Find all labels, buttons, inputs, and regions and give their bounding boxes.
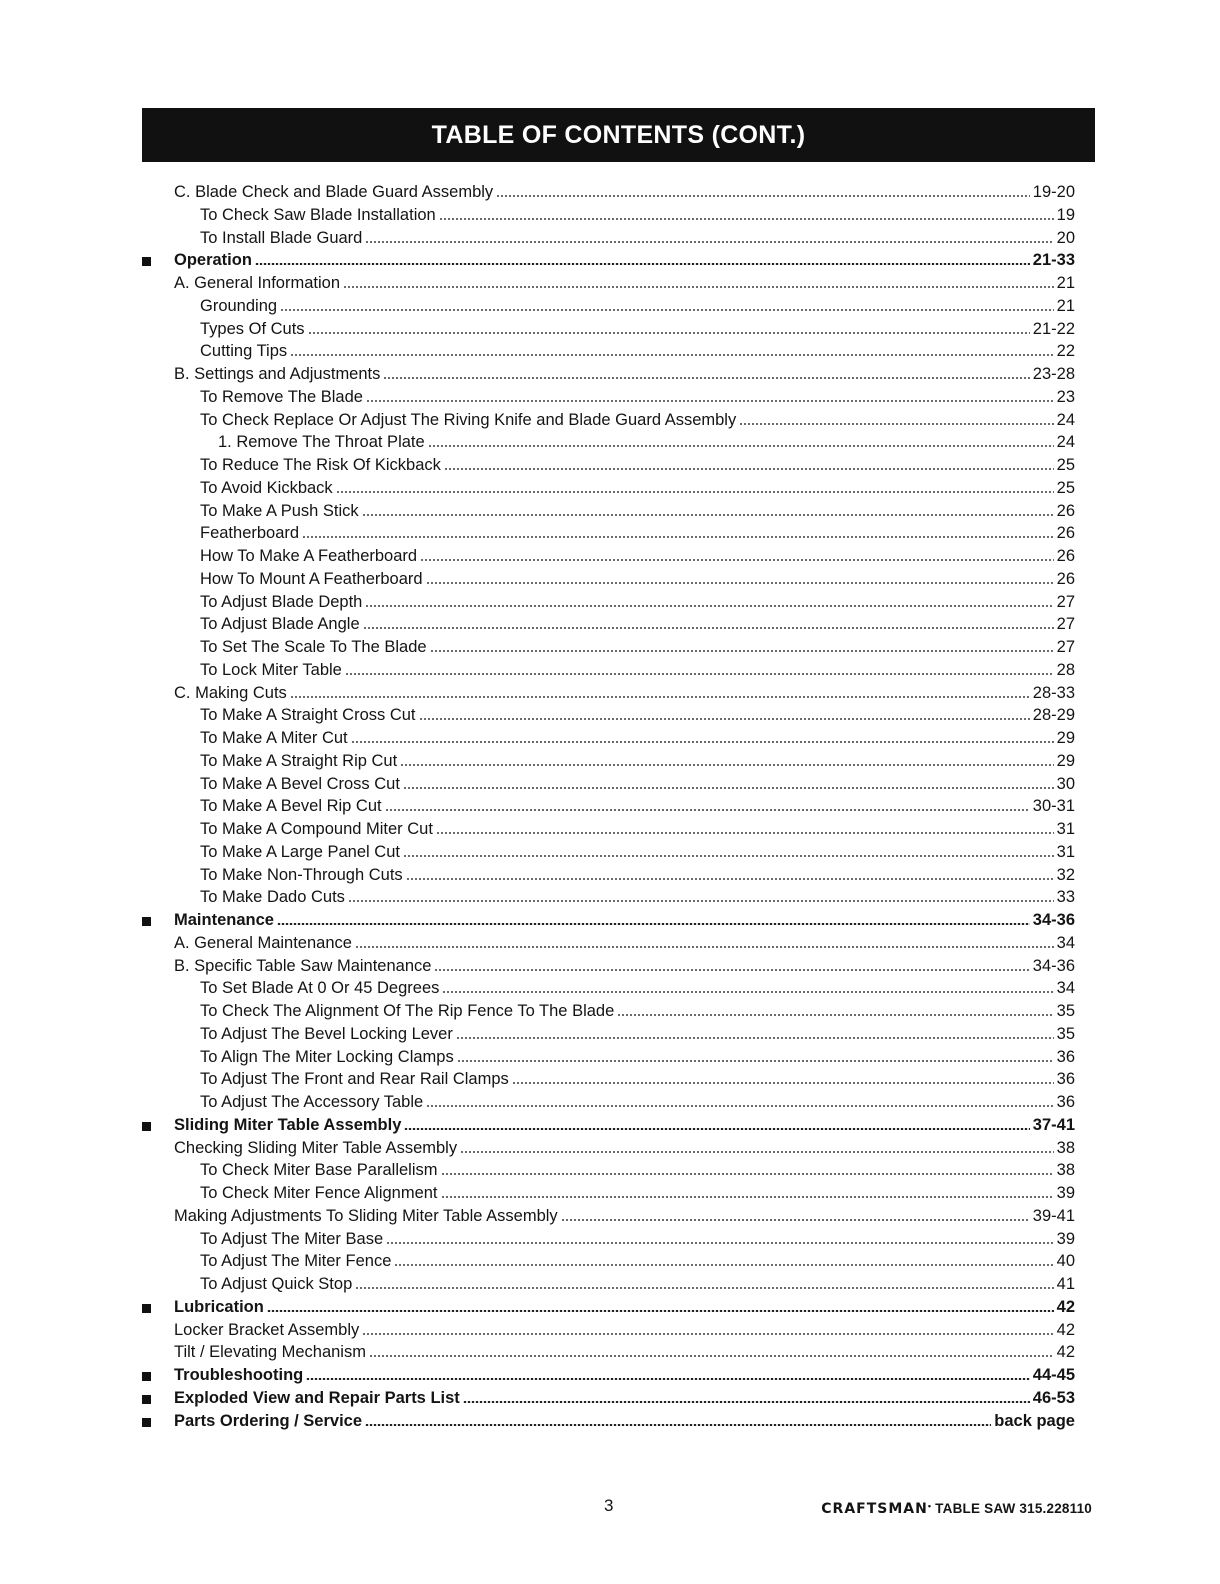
dot-leader	[463, 1401, 1030, 1403]
dot-leader	[355, 1287, 1053, 1289]
toc-entry-page: 28	[1056, 660, 1075, 679]
dot-leader	[308, 332, 1030, 334]
toc-entry-page: 33	[1056, 888, 1075, 907]
toc-entry-page: 27	[1056, 638, 1075, 656]
dot-leader	[426, 582, 1054, 584]
toc-entry-label: C. Making Cuts	[174, 683, 287, 702]
toc-entry-label: B. Settings and Adjustments	[174, 365, 381, 383]
toc-entry-page: 21-33	[1032, 251, 1075, 270]
toc-entry	[174, 248, 1075, 270]
toc-entry	[174, 1113, 1075, 1135]
toc-entry-label: To Make A Straight Rip Cut	[200, 751, 398, 770]
dot-leader	[383, 377, 1029, 379]
toc-entry-page: 42	[1056, 1320, 1075, 1339]
toc-entry-page: 42	[1056, 1297, 1075, 1316]
toc-entry-label: To Make A Compound Miter Cut	[200, 820, 433, 838]
dot-leader	[441, 1173, 1054, 1175]
toc-entry-page: 34-36	[1032, 911, 1075, 929]
toc-entry	[200, 976, 1075, 998]
toc-entry-page: 26	[1056, 547, 1075, 565]
toc-entry-label: To Set Blade At 0 Or 45 Degrees	[200, 979, 440, 998]
toc-entry	[200, 635, 1075, 657]
toc-entry-label: To Avoid Kickback	[200, 478, 333, 497]
dot-leader	[369, 1355, 1054, 1357]
page-number: 3	[604, 1496, 614, 1515]
dot-leader	[406, 878, 1054, 880]
toc-entry	[174, 1363, 1075, 1385]
dot-leader	[434, 969, 1029, 971]
dot-leader	[441, 1196, 1054, 1198]
square-bullet-icon	[142, 917, 151, 926]
dot-leader	[460, 1151, 1054, 1153]
dot-leader	[419, 718, 1030, 720]
toc-entry-page: 28-33	[1032, 683, 1075, 702]
toc-entry-page: 30	[1056, 774, 1075, 793]
toc-entry-label: To Adjust The Miter Base	[200, 1229, 384, 1248]
toc-entry	[200, 612, 1075, 634]
toc-entry-label: To Make A Miter Cut	[200, 729, 348, 747]
toc-entry-page: 21	[1056, 274, 1075, 292]
toc-entry-page: 23	[1056, 387, 1075, 406]
dot-leader	[385, 809, 1030, 811]
toc-entry-page: 26	[1056, 569, 1075, 588]
toc-entry-label: To Check Miter Base Parallelism	[200, 1161, 438, 1180]
toc-entry-page: 39	[1056, 1229, 1075, 1248]
toc-entry	[174, 271, 1075, 293]
toc-entry	[200, 499, 1075, 521]
dot-leader	[302, 536, 1054, 538]
toc-entry	[200, 226, 1075, 248]
dot-leader	[277, 923, 1030, 925]
toc-entry-page: 21	[1056, 296, 1075, 315]
dot-leader	[512, 1082, 1054, 1084]
toc-entry-page: 41	[1056, 1275, 1075, 1293]
toc-entry-page: 27	[1056, 615, 1075, 634]
toc-entry-label: Tilt / Elevating Mechanism	[174, 1343, 366, 1362]
toc-entry-label: C. Blade Check and Blade Guard Assembly	[174, 183, 494, 201]
dot-leader	[345, 673, 1054, 675]
toc-entry-page: 25	[1056, 456, 1075, 474]
toc-entry-page: 36	[1056, 1047, 1075, 1066]
toc-entry-page: 31	[1056, 820, 1075, 838]
dot-leader	[343, 286, 1054, 288]
dot-leader	[436, 832, 1054, 834]
toc-entry-label: To Make A Large Panel Cut	[200, 842, 400, 861]
toc-entry-page: 27	[1056, 592, 1075, 611]
square-bullet-icon	[142, 1395, 151, 1404]
dot-leader	[739, 423, 1053, 425]
toc-entry-page: 38	[1056, 1138, 1075, 1157]
toc-entry-page: 26	[1056, 501, 1075, 520]
toc-entry	[200, 1181, 1075, 1203]
toc-entry	[174, 1204, 1075, 1226]
dot-leader	[362, 1333, 1053, 1335]
toc-entry	[200, 408, 1075, 430]
footer-brand-line: CRAFTSMAN• TABLE SAW 315.228110	[821, 1501, 1092, 1517]
toc-entry	[200, 567, 1075, 589]
dot-leader	[457, 1060, 1054, 1062]
toc-entry-label: To Adjust Quick Stop	[200, 1275, 353, 1293]
dot-leader	[365, 1424, 991, 1426]
toc-entry	[200, 863, 1075, 885]
dot-leader	[355, 946, 1054, 948]
toc-entry	[200, 544, 1075, 566]
toc-entry-page: 39-41	[1032, 1206, 1075, 1225]
toc-entry-label: How To Mount A Featherboard	[200, 569, 423, 588]
toc-entry	[200, 1090, 1075, 1112]
toc-entry	[174, 931, 1075, 953]
square-bullet-icon	[142, 1372, 151, 1381]
dot-leader	[420, 559, 1054, 561]
toc-entry-label: To Install Blade Guard	[200, 228, 363, 247]
toc-entry	[200, 453, 1075, 475]
toc-entry-page: 29	[1056, 729, 1075, 747]
toc-entry-label: To Check Saw Blade Installation	[200, 205, 436, 224]
toc-entry-page: 19-20	[1032, 183, 1075, 201]
dot-leader	[290, 696, 1030, 698]
dot-leader	[496, 195, 1030, 197]
square-bullet-icon	[142, 257, 151, 266]
toc-entry	[200, 521, 1075, 543]
product-name: TABLE SAW 315.228110	[935, 1501, 1092, 1516]
dot-leader	[351, 741, 1054, 743]
toc-entry-label: Exploded View and Repair Parts List	[174, 1388, 460, 1407]
dot-leader	[426, 1105, 1053, 1107]
toc-entry-page: 39	[1056, 1184, 1075, 1202]
toc-entry-page: 38	[1056, 1161, 1075, 1180]
dot-leader	[290, 354, 1054, 356]
toc-entry-label: Types Of Cuts	[200, 319, 305, 338]
toc-entry-label: Featherboard	[200, 524, 300, 543]
toc-entry	[174, 1409, 1075, 1431]
toc-entry-label: To Adjust Blade Depth	[200, 592, 363, 611]
toc-entry-page: 24	[1056, 410, 1075, 429]
toc-entry-label: A. General Maintenance	[174, 933, 352, 952]
toc-entry	[200, 658, 1075, 680]
toc-entry	[200, 794, 1075, 816]
dot-leader	[280, 309, 1054, 311]
toc-entry	[174, 908, 1075, 930]
toc-entry	[200, 817, 1075, 839]
dot-leader	[456, 1037, 1054, 1039]
toc-entry-page: 32	[1056, 865, 1075, 884]
toc-entry-page: back page	[994, 1411, 1075, 1430]
toc-entry-label: To Reduce The Risk Of Kickback	[200, 456, 441, 474]
toc-entry	[200, 885, 1075, 907]
square-bullet-icon	[142, 1304, 151, 1313]
toc-entry-label: To Make Dado Cuts	[200, 888, 345, 907]
toc-entry	[200, 1272, 1075, 1294]
toc-entry-label: To Make A Bevel Rip Cut	[200, 797, 382, 816]
dot-leader	[336, 491, 1054, 493]
toc-entry-label: To Make Non-Through Cuts	[200, 865, 403, 884]
toc-entry-label: Maintenance	[174, 911, 274, 929]
toc-entry-label: To Adjust The Accessory Table	[200, 1093, 424, 1111]
toc-entry	[200, 294, 1075, 316]
toc-entry-label: How To Make A Featherboard	[200, 547, 418, 565]
toc-entry	[200, 339, 1075, 361]
toc-entry-label: To Check Replace Or Adjust The Riving Knife and Blade Guard Assembly	[200, 410, 737, 429]
toc-entry-page: 35	[1056, 1002, 1075, 1020]
toc-entry-page: 25	[1056, 478, 1075, 497]
toc-entry	[200, 840, 1075, 862]
toc-entry-label: To Set The Scale To The Blade	[200, 638, 427, 656]
toc-entry-label: To Check Miter Fence Alignment	[200, 1184, 438, 1202]
dot-leader	[348, 900, 1054, 902]
toc-entry-page: 20	[1056, 228, 1075, 247]
toc-entry-page: 36	[1056, 1093, 1075, 1111]
toc-entry-label: To Align The Miter Locking Clamps	[200, 1047, 454, 1066]
toc-entry-label: To Lock Miter Table	[200, 660, 342, 679]
dot-leader	[617, 1014, 1053, 1016]
toc-entry	[200, 726, 1075, 748]
toc-entry-page: 36	[1056, 1070, 1075, 1089]
square-bullet-icon	[142, 1122, 151, 1131]
dot-leader	[386, 1242, 1054, 1244]
toc-entry-label: Cutting Tips	[200, 342, 288, 361]
square-bullet-icon	[142, 1418, 151, 1427]
toc-entry-label: To Make A Bevel Cross Cut	[200, 774, 400, 793]
toc-entry-page: 24	[1056, 433, 1075, 452]
toc-entry-label: To Remove The Blade	[200, 387, 363, 406]
dot-leader	[403, 855, 1054, 857]
dot-leader	[365, 605, 1053, 607]
toc-entry-label: Lubrication	[174, 1297, 264, 1316]
toc-entry-label: To Check The Alignment Of The Rip Fence To The Blade	[200, 1002, 615, 1020]
toc-entry	[200, 749, 1075, 771]
toc-entry-label: 1. Remove The Throat Plate	[218, 433, 425, 452]
toc-entry-page: 34	[1056, 933, 1075, 952]
dot-leader	[561, 1219, 1030, 1221]
toc-entry	[200, 385, 1075, 407]
toc-entry	[174, 1295, 1075, 1317]
dot-leader	[404, 1128, 1029, 1130]
toc-entry	[200, 1045, 1075, 1067]
toc-entry-label: B. Specific Table Saw Maintenance	[174, 956, 432, 975]
dot-leader	[439, 218, 1054, 220]
toc-entry-label: To Adjust The Bevel Locking Lever	[200, 1024, 453, 1043]
toc-entry-label: Sliding Miter Table Assembly	[174, 1115, 402, 1134]
toc-entry-page: 31	[1056, 842, 1075, 861]
page-title: TABLE OF CONTENTS (CONT.)	[431, 120, 806, 149]
toc-entry-label: Making Adjustments To Sliding Miter Table Assembly	[174, 1206, 558, 1225]
toc-entry-page: 22	[1056, 342, 1075, 361]
dot-leader	[366, 400, 1054, 402]
toc-entry-page: 44-45	[1032, 1366, 1075, 1384]
brand-logo: CRAFTSMAN	[821, 1501, 928, 1517]
toc-entry-label: Checking Sliding Miter Table Assembly	[174, 1138, 458, 1157]
toc-entry	[200, 317, 1075, 339]
toc-entry-page: 19	[1056, 205, 1075, 224]
toc-entry-page: 28-29	[1032, 706, 1075, 725]
toc-entry-page: 46-53	[1032, 1388, 1075, 1407]
toc-entry-label: To Adjust The Miter Fence	[200, 1252, 392, 1271]
section-title-banner	[142, 108, 1095, 162]
toc-entry	[200, 203, 1075, 225]
toc-entry	[174, 1136, 1075, 1158]
toc-entry-label: To Adjust Blade Angle	[200, 615, 360, 634]
toc-entry-page: 34	[1056, 979, 1075, 998]
toc-entry-page: 42	[1056, 1343, 1075, 1362]
toc-entry	[200, 590, 1075, 612]
toc-entry-label: Operation	[174, 251, 252, 270]
dot-leader	[363, 627, 1054, 629]
toc-entry-label: Parts Ordering / Service	[174, 1411, 363, 1430]
toc-entry	[174, 362, 1075, 384]
toc-entry-label: Troubleshooting	[174, 1366, 304, 1384]
toc-entry-page: 35	[1056, 1024, 1075, 1043]
dot-leader	[403, 787, 1054, 789]
dot-leader	[400, 764, 1053, 766]
dot-leader	[394, 1264, 1053, 1266]
dot-leader	[306, 1378, 1030, 1380]
toc-entry	[200, 1249, 1075, 1271]
toc-entry	[200, 703, 1075, 725]
dot-leader	[428, 445, 1054, 447]
dot-leader	[444, 468, 1054, 470]
toc-entry	[200, 1227, 1075, 1249]
toc-entry-page: 29	[1056, 751, 1075, 770]
toc-entry	[174, 180, 1075, 202]
toc-entry-label: To Adjust The Front and Rear Rail Clamps	[200, 1070, 509, 1089]
toc-entry-label: Grounding	[200, 296, 278, 315]
toc-entry	[200, 772, 1075, 794]
toc-entry-page: 23-28	[1032, 365, 1075, 383]
dot-leader	[365, 241, 1053, 243]
toc-entry	[174, 1318, 1075, 1340]
toc-entry-label: A. General Information	[174, 274, 340, 292]
dot-leader	[362, 514, 1054, 516]
dot-leader	[255, 263, 1030, 265]
dot-leader	[442, 991, 1053, 993]
toc-entry-page: 21-22	[1032, 319, 1075, 338]
toc-entry	[200, 476, 1075, 498]
toc-entry-page: 34-36	[1032, 956, 1075, 975]
toc-entry-page: 37-41	[1032, 1115, 1075, 1134]
toc-entry	[200, 1022, 1075, 1044]
dot-leader	[267, 1310, 1054, 1312]
toc-entry-label: To Make A Straight Cross Cut	[200, 706, 416, 725]
toc-entry	[200, 1158, 1075, 1180]
toc-entry	[174, 954, 1075, 976]
toc-entry	[174, 1340, 1075, 1362]
toc-entry	[200, 1067, 1075, 1089]
toc-entry	[200, 999, 1075, 1021]
toc-entry-page: 40	[1056, 1252, 1075, 1271]
toc-entry-label: Locker Bracket Assembly	[174, 1320, 360, 1339]
toc-entry-label: To Make A Push Stick	[200, 501, 359, 520]
toc-entry	[174, 1386, 1075, 1408]
toc-entry-page: 30-31	[1032, 797, 1075, 816]
toc-entry	[174, 681, 1075, 703]
toc-entry	[218, 430, 1075, 452]
toc-entry-page: 26	[1056, 524, 1075, 543]
dot-leader	[430, 650, 1054, 652]
